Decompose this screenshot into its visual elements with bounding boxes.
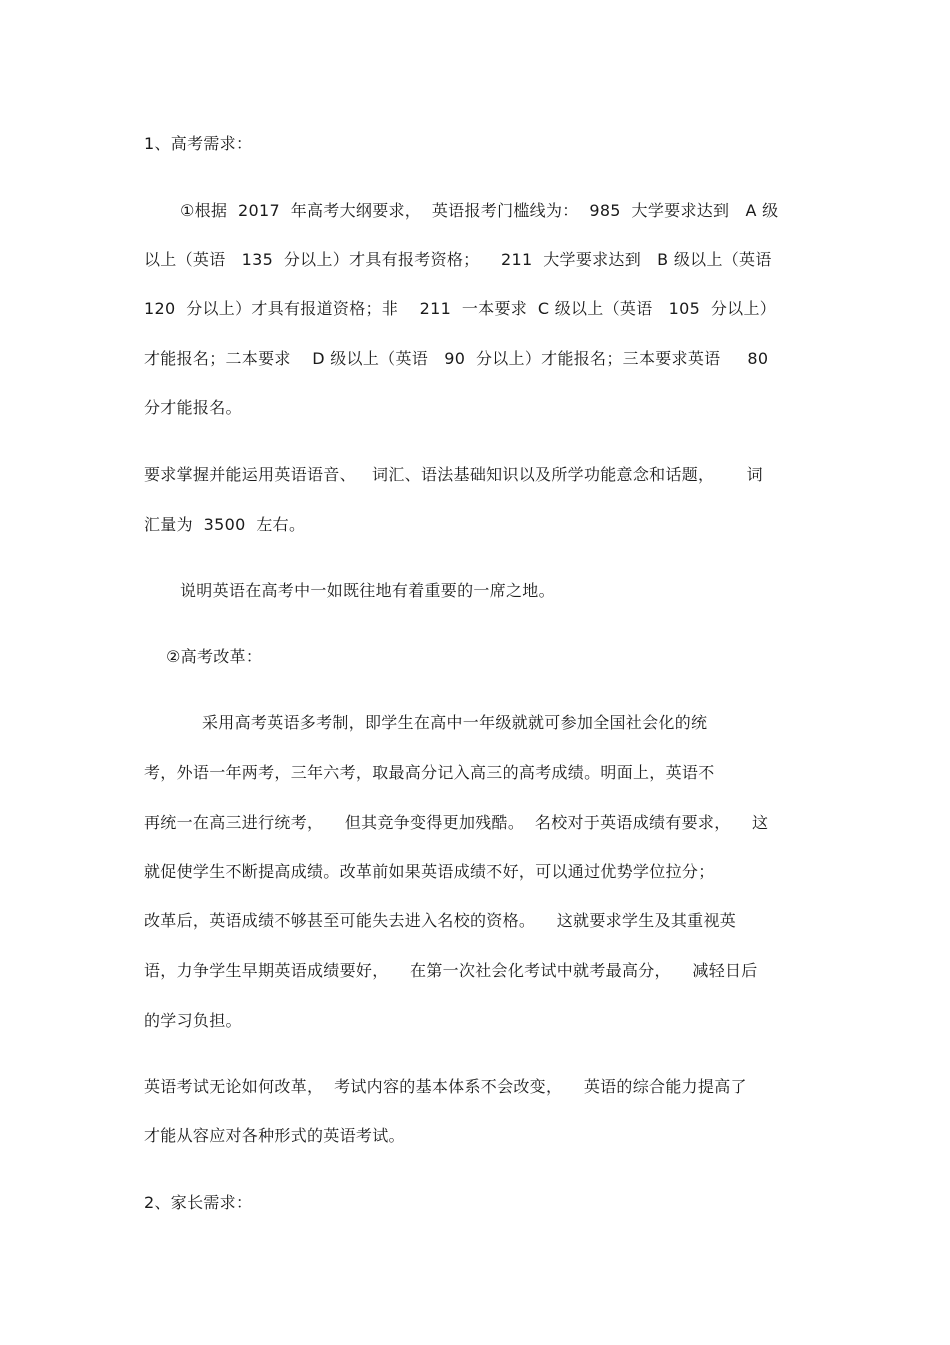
item-1-line-1: ①根据 2017 年高考大纲要求， 英语报考门槛线为： 985 大学要求达到 A 级 bbox=[180, 201, 779, 220]
reform-line-3: 再统一在高三进行统考， 但其竞争变得更加残酷。 名校对于英语成绩有要求， 这 bbox=[144, 813, 769, 832]
section-2-heading: 2、家长需求： bbox=[144, 1193, 253, 1212]
reform-line-7: 的学习负担。 bbox=[144, 1011, 242, 1030]
reform-line-6: 语，力争学生早期英语成绩要好， 在第一次社会化考试中就考最高分， 减轻日后 bbox=[144, 961, 758, 980]
reform-line-1: 采用高考英语多考制，即学生在高中一年级就就可参加全国社会化的统 bbox=[202, 713, 708, 732]
conclusion-line-2: 才能从容应对各种形式的英语考试。 bbox=[144, 1126, 405, 1145]
item-1-line-3: 120 分以上）才具有报道资格；非 211 一本要求 C 级以上（英语 105 分以上） bbox=[144, 299, 777, 318]
importance-line: 说明英语在高考中一如既往地有着重要的一席之地。 bbox=[180, 581, 555, 600]
section-1-heading: 1、高考需求： bbox=[144, 134, 253, 153]
reform-line-2: 考，外语一年两考，三年六考，取最高分记入高三的高考成绩。明面上，英语不 bbox=[144, 763, 715, 782]
item-2-heading: ②高考改革： bbox=[166, 647, 263, 666]
requirement-line-2: 汇量为 3500 左右。 bbox=[144, 515, 306, 534]
conclusion-line-1: 英语考试无论如何改革， 考试内容的基本体系不会改变， 英语的综合能力提高了 bbox=[144, 1077, 747, 1096]
item-1-line-4: 才能报名；二本要求 D 级以上（英语 90 分以上）才能报名；三本要求英语 80 bbox=[144, 349, 769, 368]
requirement-line-1: 要求掌握并能运用英语语音、 词汇、语法基础知识以及所学功能意念和话题， 词 bbox=[144, 465, 763, 484]
reform-line-4: 就促使学生不断提高成绩。改革前如果英语成绩不好，可以通过优势学位拉分； bbox=[144, 862, 715, 881]
item-1-line-2: 以上（英语 135 分以上）才具有报考资格； 211 大学要求达到 B 级以上（英语 bbox=[144, 250, 772, 269]
reform-line-5: 改革后，英语成绩不够甚至可能失去进入名校的资格。 这就要求学生及其重视英 bbox=[144, 911, 737, 930]
item-1-line-5: 分才能报名。 bbox=[144, 398, 242, 417]
